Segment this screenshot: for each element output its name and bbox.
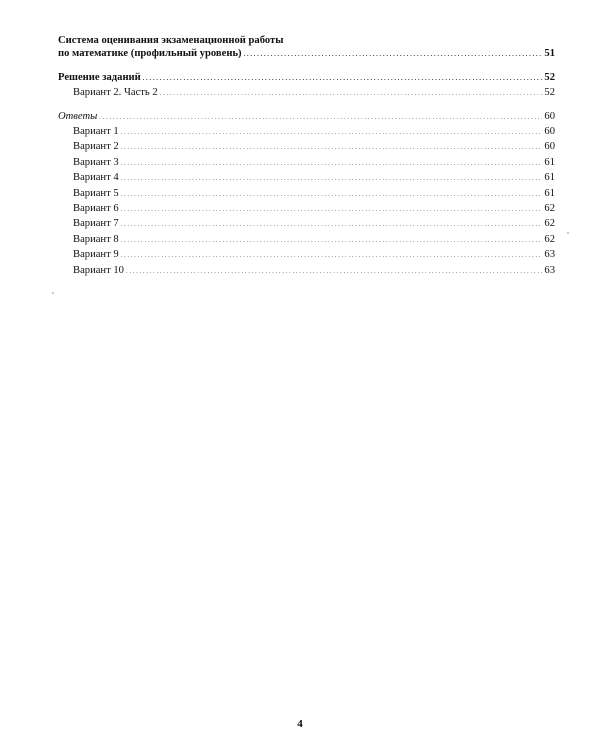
dot-leader [121, 156, 543, 171]
toc-entry-page: 62 [544, 233, 555, 245]
toc-entry-grading [58, 47, 555, 62]
toc-entry-label: Вариант 2 [73, 141, 119, 153]
dot-leader [244, 47, 543, 62]
toc-entry-label: Вариант 7 [73, 218, 119, 230]
scan-speck [52, 292, 54, 294]
toc-entry-page: 62 [544, 218, 555, 230]
toc-sub-entry [58, 156, 555, 171]
toc-sub-entry [58, 202, 555, 217]
dot-leader [121, 233, 543, 248]
toc-entry-label: Вариант 8 [73, 233, 119, 245]
dot-leader [121, 217, 543, 232]
table-of-contents [58, 34, 555, 279]
toc-entry-page: 63 [544, 264, 555, 276]
dot-leader [121, 187, 543, 202]
dot-leader [121, 140, 543, 155]
toc-entry-page: 60 [544, 126, 555, 138]
dot-leader [121, 171, 543, 186]
dot-leader [126, 264, 542, 279]
toc-entry-label: Вариант 3 [73, 156, 119, 168]
dot-leader [99, 110, 542, 125]
toc-entry-page: 63 [544, 249, 555, 261]
toc-sub-entry [58, 171, 555, 186]
scan-speck [567, 232, 569, 234]
toc-entry-grading-line1: Система оценивания экзаменационной работы [58, 35, 284, 46]
toc-entry-label: по математике (профильный уровень) [58, 48, 242, 60]
dot-leader [121, 125, 543, 140]
toc-entry-page: 61 [544, 156, 555, 168]
dot-leader [121, 248, 543, 263]
page-number: 4 [297, 718, 303, 730]
toc-entry-page: 60 [544, 110, 555, 122]
toc-sub-entry [58, 248, 555, 263]
toc-entry-page: 61 [544, 172, 555, 184]
toc-sub-entry [58, 233, 555, 248]
toc-entry-label: Вариант 6 [73, 203, 119, 215]
toc-answers-list [58, 125, 555, 279]
toc-entry-label: Ответы [58, 110, 98, 122]
toc-entry-page: 51 [544, 48, 555, 60]
dot-leader [121, 202, 543, 217]
toc-entry-page: 52 [544, 71, 555, 83]
toc-sub-entry [58, 125, 555, 140]
toc-solutions-list [58, 86, 555, 101]
toc-entry-answers [58, 110, 555, 125]
toc-entry-label: Вариант 5 [73, 187, 119, 199]
toc-entry-label: Вариант 1 [73, 126, 119, 138]
toc-entry-label: Вариант 2. Часть 2 [73, 87, 158, 99]
dot-leader [143, 71, 543, 86]
toc-entry-page: 61 [544, 187, 555, 199]
toc-entry-label: Вариант 10 [73, 264, 124, 276]
toc-sub-entry [58, 187, 555, 202]
toc-entry-solutions [58, 71, 555, 86]
toc-sub-entry [58, 217, 555, 232]
toc-sub-entry [58, 86, 555, 101]
toc-entry-label: Решение заданий [58, 71, 141, 83]
toc-sub-entry [58, 264, 555, 279]
toc-entry-page: 52 [544, 87, 555, 99]
toc-entry-label: Вариант 9 [73, 249, 119, 261]
toc-entry-page: 62 [544, 203, 555, 215]
toc-sub-entry [58, 140, 555, 155]
toc-entry-page: 60 [544, 141, 555, 153]
dot-leader [160, 86, 543, 101]
toc-entry-label: Вариант 4 [73, 172, 119, 184]
